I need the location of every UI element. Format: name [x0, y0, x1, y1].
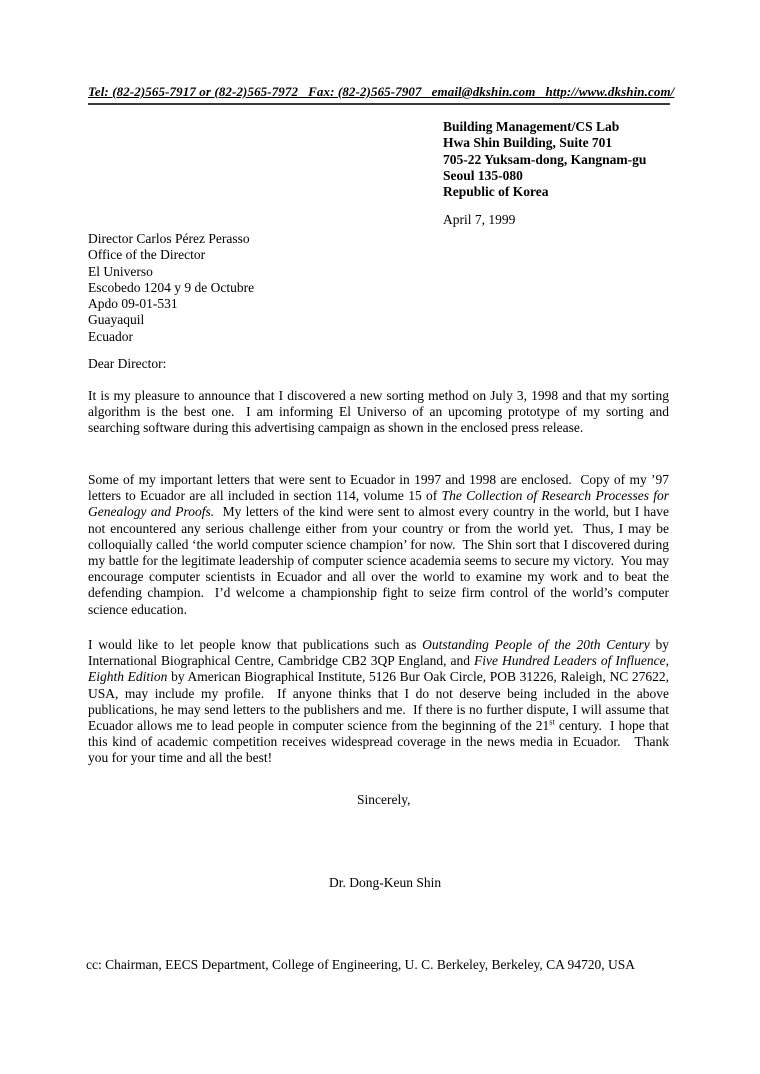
recipient-address-line: Apdo 09-01-531: [88, 296, 178, 312]
recipient-address-line: El Universo: [88, 263, 153, 279]
recipient-address-line: Ecuador: [88, 328, 133, 344]
closing-line: Sincerely,: [357, 792, 411, 807]
recipient-address-line: Guayaquil: [88, 312, 145, 328]
recipient-address-block: [88, 231, 254, 345]
sender-address-line: 705-22 Yuksam-dong, Kangnam-gu: [443, 151, 647, 167]
body-paragraph-2: Some of my important letters that were sent to Ecuador in 1997 and 1998 are enclosed. Copy of my ’97 letters to Ecuador are all included in section 114, volume 15 of The Collection of Research Processes for Genealogy and Proofs. My letters of the kind were sent to almost every country in the world, but I have not encountered any serious challenge either from your country or from the world yet. Thus, I may be colloquially called ‘the world computer science champion’ for now. The Shin sort that I discovered during my battle for the legitimate leadership of computer science academia seems to secure my victory. You may encourage computer scientists in Ecuador and all over the world to examine my work and to beat the defending champion. I’d welcome a championship fight to seize firm control of the world’s computer science education.: [88, 472, 670, 617]
letterhead-contact-line: Tel: (82-2)565-7917 or (82-2)565-7972 Fax: (82-2)565-7907 email@dkshin.com http://www.dkshin.com/: [88, 84, 670, 105]
recipient-address-line: Escobedo 1204 y 9 de Octubre: [88, 279, 255, 295]
recipient-address-line: Office of the Director: [88, 247, 206, 263]
sender-address-line: Building Management/CS Lab: [443, 119, 620, 134]
signature-name: Dr. Dong-Keun Shin: [329, 875, 442, 890]
recipient-address-line: Director Carlos Pérez Perasso: [88, 231, 250, 246]
sender-address-line: Seoul 135-080: [443, 167, 523, 183]
sender-address-block: [443, 119, 646, 200]
body-paragraph-3: I would like to let people know that publications such as Outstanding People of the 20th Century by International Biographical Centre, Cambridge CB2 3QP England, and Five Hundred Leaders of Influence, Eighth Edition by American Biographical Institute, 5126 Bur Oak Circle, POB 31226, Raleigh, NC 27622, USA, may include my profile. If anyone thinks that I do not deserve being included in the above publications, he may send letters to the publishers and me. If there is no further dispute, I will assume that Ecuador allows me to lead people in computer science from the beginning of the 21st century. I hope that this kind of academic competition receives widespread coverage in the news media in Ecuador. Thank you for your time and all the best!: [88, 637, 670, 766]
cc-line: cc: Chairman, EECS Department, College of Engineering, U. C. Berkeley, Berkeley, CA 94720, USA: [86, 957, 636, 972]
body-paragraph-1: It is my pleasure to announce that I discovered a new sorting method on July 3, 1998 and that my sorting algorithm is the best one. I am informing El Universo of an upcoming prototype of my sorting and searching software during this advertising campaign as shown in the enclosed press release.: [88, 388, 669, 436]
sender-address-line: Republic of Korea: [443, 184, 549, 200]
sender-address-line: Hwa Shin Building, Suite 701: [443, 135, 613, 151]
date-line: April 7, 1999: [443, 212, 516, 227]
salutation: Dear Director:: [88, 356, 167, 371]
